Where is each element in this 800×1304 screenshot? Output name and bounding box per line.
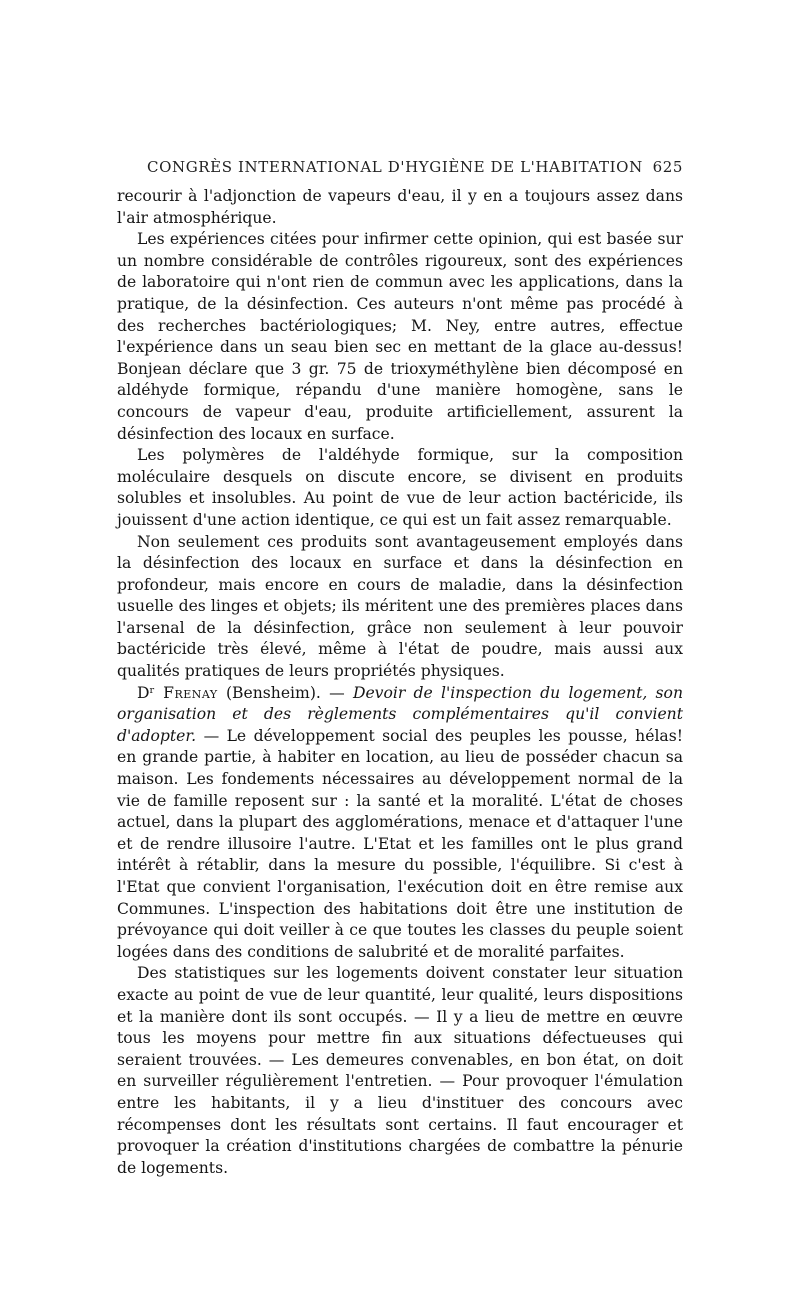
author-name: Frenay xyxy=(163,683,218,702)
communication-title: Devoir de l'inspection du logement, son organisation et des règlements complémentaires qu'il convient d'adopter. xyxy=(117,683,683,745)
frenay-text: — Le développement social des peuples les pousse, hélas! en grande partie, à habiter en location, au lieu de posséder chacun sa maison. Les fondements nécessaires au développement normal de la vie de famille reposent sur : la santé et la moralité. L'état de choses actuel, dans la plupart des agglomérations, menace et d'attaquer l'une et de rendre illusoire l'autre. L'Etat et les familles ont le plus grand intérêt à rétablir, dans la mesure du possible, l'équilibre. Si c'est à l'Etat que convient l'organisation, l'exécution doit en être remise aux Communes. L'inspection des habitations doit être une institution de prévoyance qui doit veiller à ce que toutes les classes du peuple soient logées dans des conditions de salubrité et de moralité parfaites. xyxy=(117,726,683,961)
paragraph-frenay xyxy=(117,683,683,964)
paragraph-continuation: recourir à l'adjonction de vapeurs d'eau, il y en a toujours assez dans l'air atmosphérique. xyxy=(117,187,683,227)
author-place: (Bensheim). — xyxy=(225,683,345,702)
running-header xyxy=(117,158,683,176)
author-title: Dʳ xyxy=(137,683,155,702)
book-page xyxy=(117,158,683,1179)
paragraph-statistiques: Des statistiques sur les logements doivent constater leur situation exacte au point de vue de leur quantité, leur qualité, leurs dispositions et la manière dont ils sont occupés. — Il y a lieu de mettre en œuvre tous les moyens pour mettre fin aux situations défectueuses qui seraient trouvées. — Les demeures convenables, en bon état, on doit en surveiller régulièrement l'entretien. — Pour provoquer l'émulation entre les habitants, il y a lieu d'instituer des concours avec récompenses dont les résultats sont certains. Il faut encourager et provoquer la création d'institutions chargées de combattre la pénurie de logements. xyxy=(117,964,683,1177)
page-number: 625 xyxy=(652,158,683,176)
paragraph-experiences: Les expériences citées pour infirmer cette opinion, qui est basée sur un nombre considérable de contrôles rigoureux, sont des expériences de laboratoire qui n'ont rien de commun avec les applications, dans la pratique, de la désinfection. Ces auteurs n'ont même pas procédé à des recherches bactériologiques; M. Ney, entre autres, effectue l'expérience dans un seau bien sec en mettant de la glace au-dessus! Bonjean déclare que 3 gr. 75 de trioxyméthylène bien décomposé en aldéhyde formique, répandu d'une manière homogène, sans le concours de vapeur d'eau, produite artificiellement, assurent la désinfection des locaux en surface. xyxy=(117,230,683,443)
body-text xyxy=(117,186,683,1179)
paragraph-polymeres: Les polymères de l'aldéhyde formique, sur la composition moléculaire desquels on discute encore, se divisent en produits solubles et insolubles. Au point de vue de leur action bactéricide, ils jouissent d'une action identique, ce qui est un fait assez remarquable. xyxy=(117,446,683,529)
running-title: CONGRÈS INTERNATIONAL D'HYGIÈNE DE L'HABITATION xyxy=(147,158,643,176)
paragraph-non-seulement: Non seulement ces produits sont avantageusement employés dans la désinfection des locaux en surface et dans la désinfection en profondeur, mais encore en cours de maladie, dans la désinfection usuelle des linges et objets; ils méritent une des premières places dans l'arsenal de la désinfection, grâce non seulement à leur pouvoir bactéricide très élevé, même à l'état de poudre, mais aussi aux qualités pratiques de leurs propriétés physiques. xyxy=(117,532,683,681)
